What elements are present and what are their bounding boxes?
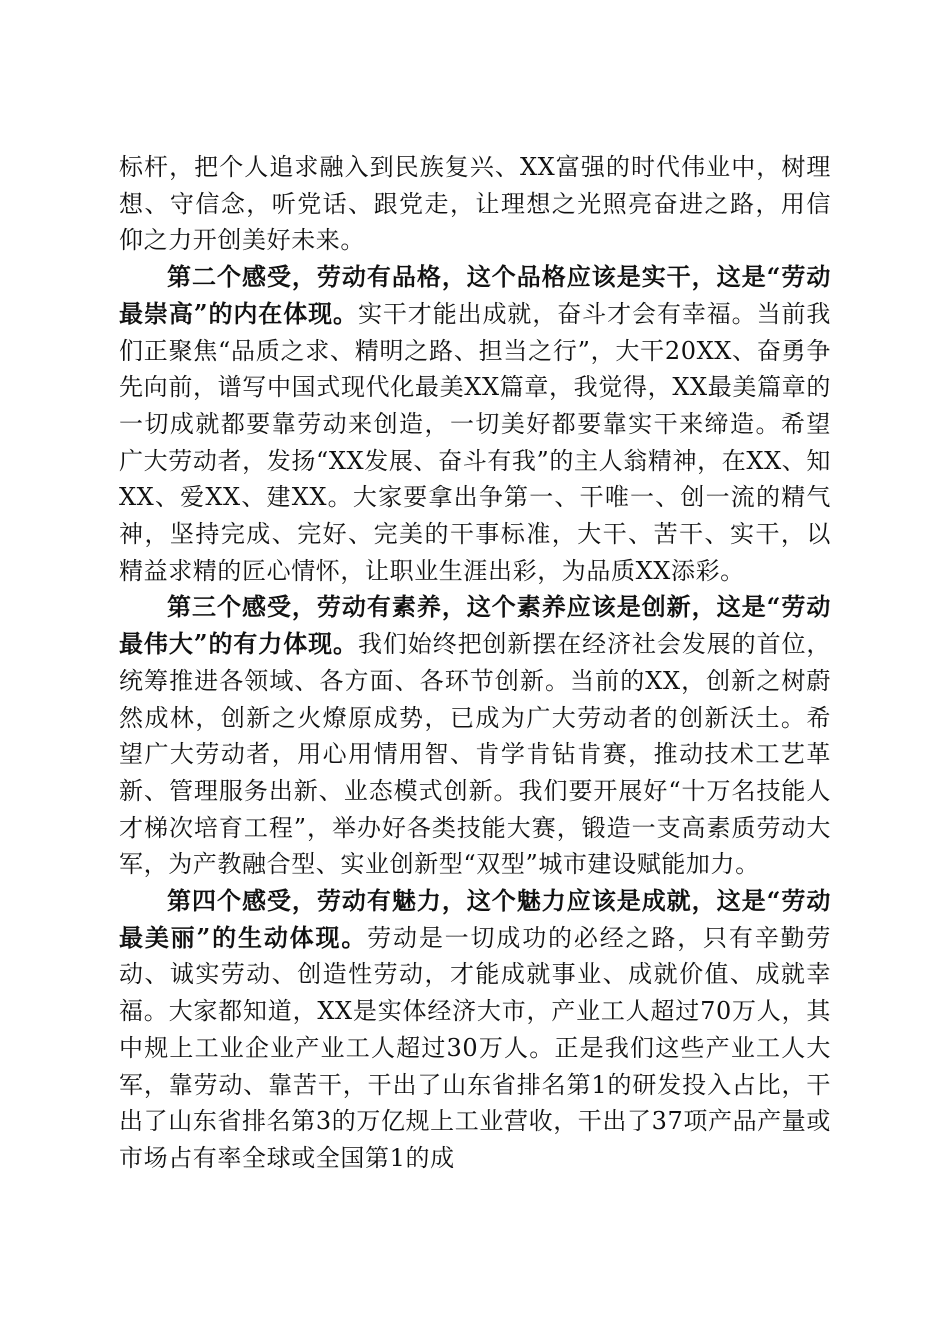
paragraph-lead: 第二个感受，劳动有品格，这个品格应该是实干，这是“劳动最崇高”的内在体现。 — [119, 262, 831, 328]
paragraph-body: 我们始终把创新摆在经济社会发展的首位，统筹推进各领域、各方面、各环节创新。当前的XX，创新之树蔚然成林，创新之火燎原成势，已成为广大劳动者的创新沃土。希望广大劳动者，用心用情用智、肯学肯钻肯赛，推动技术工艺革新、管理服务出新、业态模式创新。我们要开展好“十万名技能人才梯次培育工程”，举办好各类技能大赛，锻造一支高素质劳动大军，为产教融合型、实业创新型“双型”城市建设赋能加力。 — [119, 630, 831, 879]
document-body — [119, 149, 831, 1177]
paragraph-body: 劳动是一切成功的必经之路，只有辛勤劳动、诚实劳动、创造性劳动，才能成就事业、成就价值、成就幸福。大家都知道，XX是实体经济大市，产业工人超过70万人，其中规上工业企业产业工人超过30万人。正是我们这些产业工人大军，靠劳动、靠苦干，干出了山东省排名第1的研发投入占比，干出了山东省排名第3的万亿规上工业营收，干出了37项产品产量或市场占有率全球或全国第1的成 — [119, 923, 831, 1172]
paragraph-continuation — [119, 149, 831, 259]
paragraph-body: 实干才能出成就，奋斗才会有幸福。当前我们正聚焦“品质之求、精明之路、担当之行”，大干20XX、奋勇争先向前，谱写中国式现代化最美XX篇章，我觉得，XX最美篇章的一切成就都要靠劳动来创造，一切美好都要靠实干来缔造。希望广大劳动者，发扬“XX发展、奋斗有我”的主人翁精神，在XX、知XX、爱XX、建XX。大家要拿出争第一、干唯一、创一流的精气神，坚持完成、完好、完美的干事标准，大干、苦干、实干，以精益求精的匠心情怀，让职业生涯出彩，为品质XX添彩。 — [119, 299, 831, 585]
paragraph-fourth-feeling — [119, 883, 831, 1177]
paragraph-second-feeling — [119, 259, 831, 589]
paragraph-lead: 第三个感受，劳动有素养，这个素养应该是创新，这是“劳动最伟大”的有力体现。 — [119, 592, 831, 659]
paragraph-lead: 第四个感受，劳动有魅力，这个魅力应该是成就，这是“劳动最美丽”的生动体现。 — [119, 886, 831, 952]
paragraph-body: 标杆，把个人追求融入到民族复兴、XX富强的时代伟业中，树理想、守信念，听党话、跟党走，让理想之光照亮奋进之路，用信仰之力开创美好未来。 — [119, 153, 831, 255]
paragraph-third-feeling — [119, 589, 831, 883]
